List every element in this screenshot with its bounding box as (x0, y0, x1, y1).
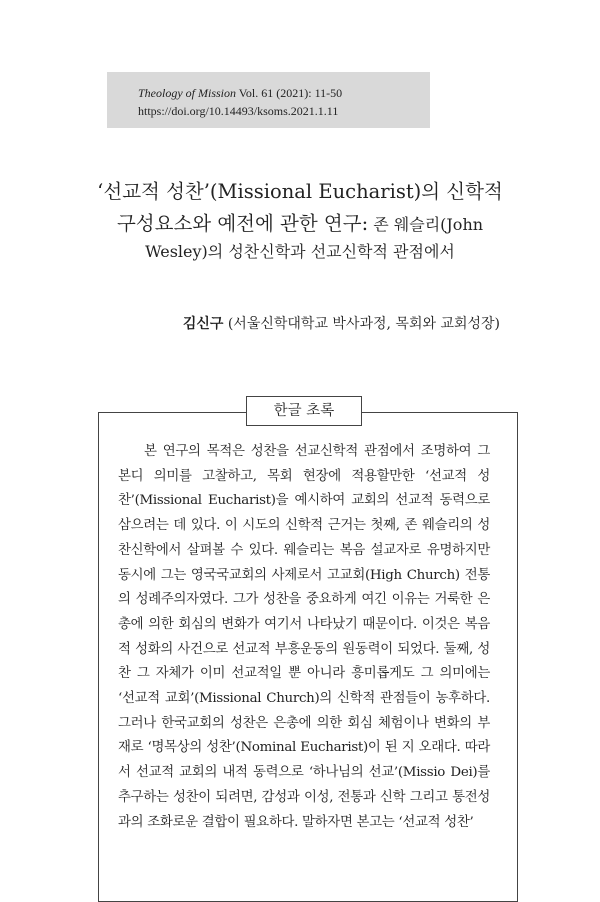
author-affiliation: (서울신학대학교 박사과정, 목회와 교회성장) (223, 316, 500, 332)
title-line-2 (60, 208, 540, 241)
title-main: 구성요소와 예전에 관한 연구: (116, 212, 369, 235)
author-line (183, 314, 500, 334)
paper-title (60, 176, 540, 241)
abstract-label: 한글 초록 (246, 396, 362, 426)
title-subtitle-line: Wesley)의 성찬신학과 선교신학적 관점에서 (145, 242, 455, 261)
abstract-text: 본 연구의 목적은 성찬을 선교신학적 관점에서 조명하여 그 본디 의미를 고찰하고, 목회 현장에 적용할만한 ‘선교적 성찬’(Missional Eucharist)을 예시하여 교회의 선교적 동력으로 삼으려는 데 있다. 이 시도의 신학적 근거는 첫째, 존 웨슬리의 성찬신학에서 살펴볼 수 있다. 웨슬리는 복음 설교자로 유명하지만 동시에 그는 영국국교회의 사제로서 고교회(High Church) 전통의 성례주의자였다. 그가 성찬을 중요하게 여긴 이유는 거룩한 은총에 의한 회심의 변화가 여기서 나타났기 때문이다. 이것은 복음적 성화의 사건으로 선교적 부흥운동의 원동력이 되었다. 둘째, 성찬 그 자체가 이미 선교적일 뿐 아니라 흥미롭게도 그 의미에는 ‘선교적 교회’(Missional Church)의 신학적 관점들이 농후하다. 그러나 한국교회의 성찬은 은총에 의한 회심 체험이나 변화의 부재로 ‘명목상의 성찬’(Nominal Eucharist)이 된 지 오래다. 따라서 선교적 교회의 내적 동력으로 ‘하나님의 선교’(Missio Dei)를 추구하는 성찬이 되려면, 감성과 이성, 전통과 신학 그리고 통전성과의 조화로운 결합이 필요하다. 말하자면 본고는 ‘선교적 성찬’ (118, 444, 490, 830)
journal-doi[interactable]: https://doi.org/10.14493/ksoms.2021.1.11 (138, 104, 339, 118)
journal-citation-box (107, 72, 430, 128)
journal-citation (138, 84, 430, 102)
journal-volume: Vol. 61 (2021): 11-50 (236, 86, 343, 100)
author-name: 김신구 (182, 316, 224, 332)
title-line-1: ‘선교적 성찬’(Missional Eucharist)의 신학적 (97, 180, 503, 203)
title-subtitle-start: 존 웨슬리(John (368, 215, 484, 234)
journal-name: Theology of Mission (138, 86, 236, 100)
